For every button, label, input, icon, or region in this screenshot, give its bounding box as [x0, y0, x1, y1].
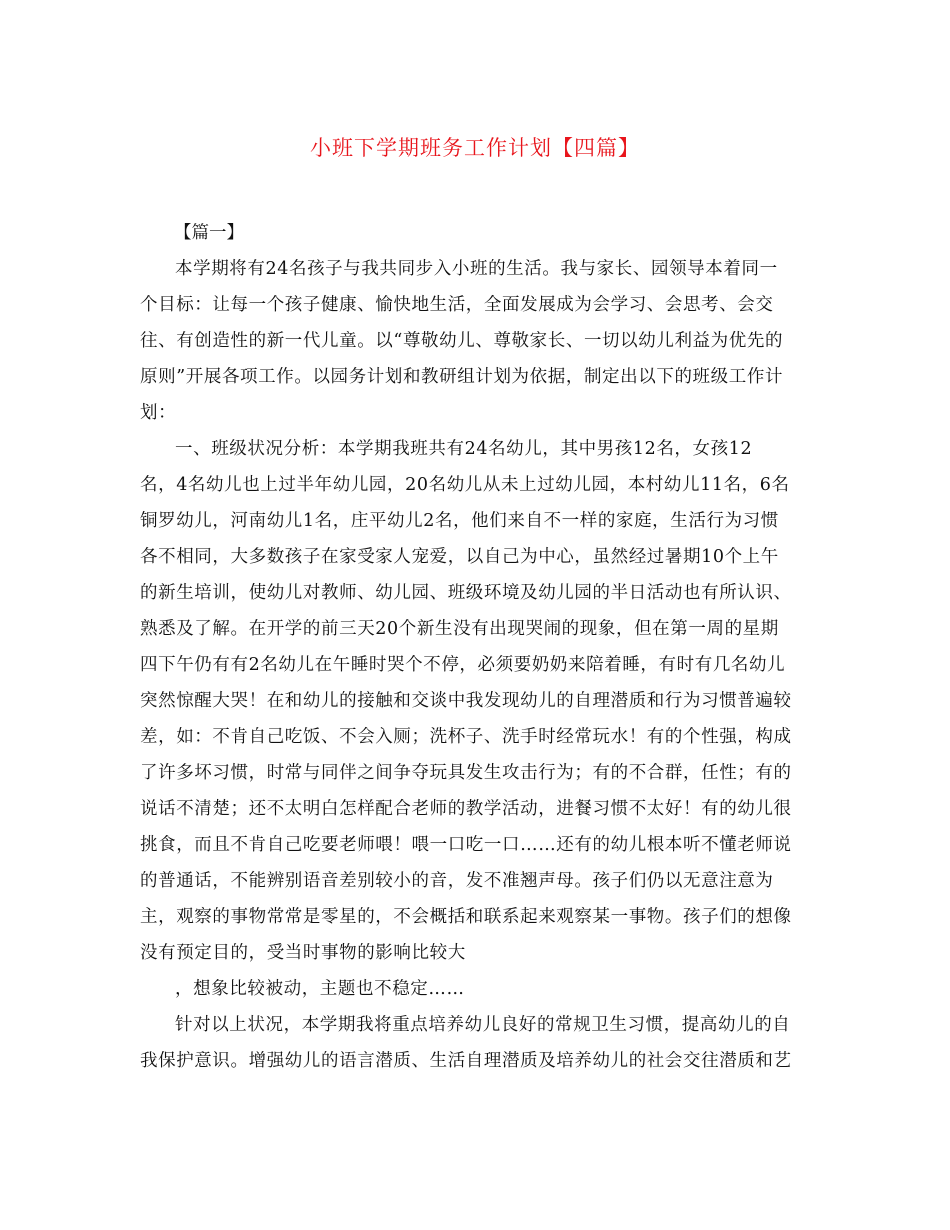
section-label: 【篇一】	[174, 223, 244, 243]
document-title: 小班下学期班务工作计划【四篇】	[310, 136, 640, 160]
paragraph-line: 个目标：让每一个孩子健康、愉快地生活，全面发展成为会学习、会思考、会交	[140, 295, 774, 315]
paragraph-line: 原则”开展各项工作。以园务计划和教研组计划为依据，制定出以下的班级工作计	[140, 367, 784, 387]
paragraph-line: 了许多坏习惯，时常与同伴之间争夺玩具发生攻击行为；有的不合群，任性；有的	[140, 763, 792, 783]
paragraph-line: 本学期将有24名孩子与我共同步入小班的生活。我与家长、园领导本着同一	[175, 259, 778, 279]
paragraph-line: 划：	[140, 403, 177, 423]
paragraph-4	[140, 1007, 812, 1079]
paragraph-line: 熟悉及了解。在开学的前三天20个新生没有出现哭闹的现象，但在第一周的星期	[140, 619, 779, 639]
paragraph-line: 各不相同，大多数孩子在家受家人宠爱，以自己为中心，虽然经过暑期10个上午	[140, 547, 779, 567]
paragraph-line: 四下午仍有有2名幼儿在午睡时哭个不停，必须要奶奶来陪着睡，有时有几名幼儿	[140, 655, 786, 675]
paragraph-line: 一、班级状况分析：本学期我班共有24名幼儿，其中男孩12名，女孩12	[175, 439, 753, 459]
paragraph-line: ，想象比较被动，主题也不稳定……	[175, 979, 465, 999]
paragraph-2	[140, 431, 812, 971]
paragraph-line: 名，4名幼儿也上过半年幼儿园，20名幼儿从未上过幼儿园，本村幼儿11名，6名	[140, 475, 790, 495]
paragraph-line: 针对以上状况，本学期我将重点培养幼儿良好的常规卫生习惯，提高幼儿的自	[175, 1015, 791, 1035]
paragraph-line: 往、有创造性的新一代儿童。以“尊敬幼儿、尊敬家长、一切以幼儿利益为优先的	[140, 331, 784, 351]
paragraph-line: 挑食，而且不肯自己吃要老师喂！喂一口吃一口……还有的幼儿根本听不懂老师说	[140, 835, 792, 855]
paragraph-line: 说话不清楚；还不太明白怎样配合老师的教学活动，进餐习惯不太好！有的幼儿很	[140, 799, 792, 819]
paragraph-line: 我保护意识。增强幼儿的语言潜质、生活自理潜质及培养幼儿的社会交往潜质和艺	[140, 1051, 792, 1071]
paragraph-line: 突然惊醒大哭！在和幼儿的接触和交谈中我发现幼儿的自理潜质和行为习惯普遍较	[140, 691, 792, 711]
document-body	[140, 215, 812, 1079]
paragraph-line: 的普通话，不能辨别语音差别较小的音，发不准翘声母。孩子们仍以无意注意为	[140, 871, 774, 891]
paragraph-line: 没有预定目的，受当时事物的影响比较大	[140, 943, 466, 963]
paragraph-line: 铜罗幼儿，河南幼儿1名，庄平幼儿2名，他们来自不一样的家庭，生活行为习惯	[140, 511, 779, 531]
paragraph-line: 主，观察的事物常常是零星的，不会概括和联系起来观察某一事物。孩子们的想像	[140, 907, 792, 927]
paragraph-1	[140, 251, 812, 431]
paragraph-line: 的新生培训，使幼儿对教师、幼儿园、班级环境及幼儿园的半日活动也有所认识、	[140, 583, 792, 603]
paragraph-3	[140, 971, 812, 1007]
paragraph-line: 差，如：不肯自己吃饭、不会入厕；洗杯子、洗手时经常玩水！有的个性强，构成	[140, 727, 792, 747]
